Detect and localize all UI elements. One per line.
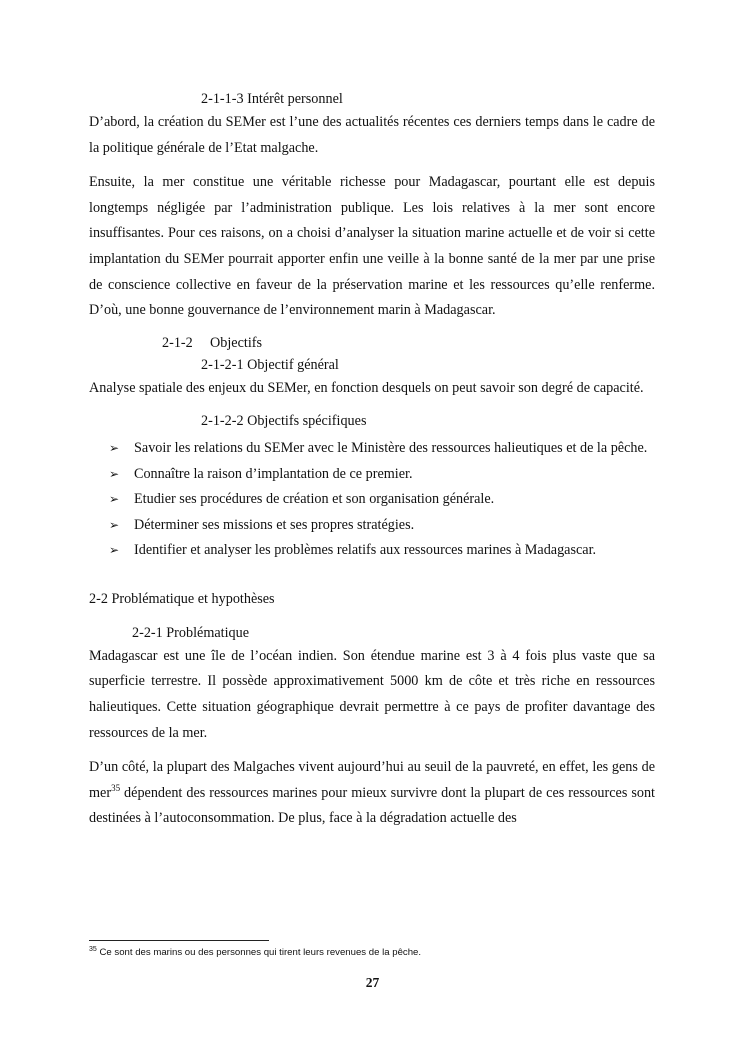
list-item: ➢ Etudier ses procédures de création et son organisation générale.	[89, 487, 655, 513]
footnote	[89, 946, 655, 960]
heading-2-1-2-title: Objectifs	[210, 334, 263, 351]
footnote-text: Ce sont des marins ou des personnes qui tirent leurs revenues de la pêche.	[96, 947, 422, 958]
heading-2-1-2-2: 2-1-2-2 Objectifs spécifiques	[201, 413, 367, 430]
paragraph-problematique-1: Madagascar est une île de l’océan indien. Son étendue marine est 3 à 4 fois plus vaste que sa superficie terrestre. Il possède approximativement 5000 km de côte et très riche en ressources halieutiques. Cette situation géographique devrait permettre à ce pays de profiter davantage des ressources de la mer.	[89, 647, 655, 741]
heading-2-2: 2-2 Problématique et hypothèses	[89, 590, 275, 607]
paragraph-interet-1: D’abord, la création du SEMer est l’une des actualités récentes ces derniers temps dans le cadre de la politique générale de l’Etat malgache.	[89, 114, 655, 156]
list-item: ➢ Déterminer ses missions et ses propres stratégies.	[89, 513, 655, 539]
heading-2-1-2-number: 2-1-2	[162, 334, 193, 351]
page-body	[89, 88, 655, 832]
arrow-bullet-icon: ➢	[109, 492, 120, 507]
footnote-number: 35	[89, 946, 97, 953]
arrow-bullet-icon: ➢	[109, 543, 120, 558]
objectives-list	[89, 436, 655, 564]
heading-2-1-2	[89, 332, 655, 354]
list-item: ➢ Savoir les relations du SEMer avec le Ministère des ressources halieutiques et de la pêche.	[89, 436, 655, 462]
footnote-separator	[89, 940, 269, 941]
list-item: ➢ Connaître la raison d’implantation de ce premier.	[89, 462, 655, 488]
arrow-bullet-icon: ➢	[109, 466, 120, 481]
paragraph-problematique-2: D’un côté, la plupart des Malgaches vivent aujourd’hui au seuil de la pauvreté, en effet, les gens de mer$^{35}$ dépendent des ressources marines pour mieux survivre dont la plupart de ces ressources sont destinées à l’autoconsommation. De plus, face à la dégradation actuelle des	[89, 759, 655, 827]
list-item: ➢ Identifier et analyser les problèmes relatifs aux ressources marines à Madagascar.	[89, 538, 655, 564]
page-number: 27	[365, 975, 380, 990]
paragraph-objectif-general: Analyse spatiale des enjeux du SEMer, en fonction desquels on peut savoir son degré de capacité.	[89, 379, 644, 396]
arrow-bullet-icon: ➢	[109, 517, 120, 532]
footnote-reference: 35	[111, 782, 121, 793]
arrow-bullet-icon: ➢	[109, 441, 120, 456]
heading-2-2-1: 2-2-1 Problématique	[132, 624, 250, 641]
heading-2-1-1-3: 2-1-1-3 Intérêt personnel	[201, 91, 343, 107]
paragraph-interet-2: Ensuite, la mer constitue une véritable richesse pour Madagascar, pourtant elle est depuis longtemps négligée par l’administration publique. Les lois relatives à la mer sont encore insuffisantes. Pour ces raisons, on a choisi d’analyser la situation marine actuelle et de voir si cette implantation du SEMer pourrait apporter enfin une veille à la bonne santé de la mer par une prise de conscience collective en faveur de la préservation marine et les ressources qu’elle renferme. D’où, une bonne gouvernance de l’environnement marin à Madagascar.	[89, 174, 655, 319]
heading-2-1-2-1: 2-1-2-1 Objectif général	[201, 356, 339, 373]
